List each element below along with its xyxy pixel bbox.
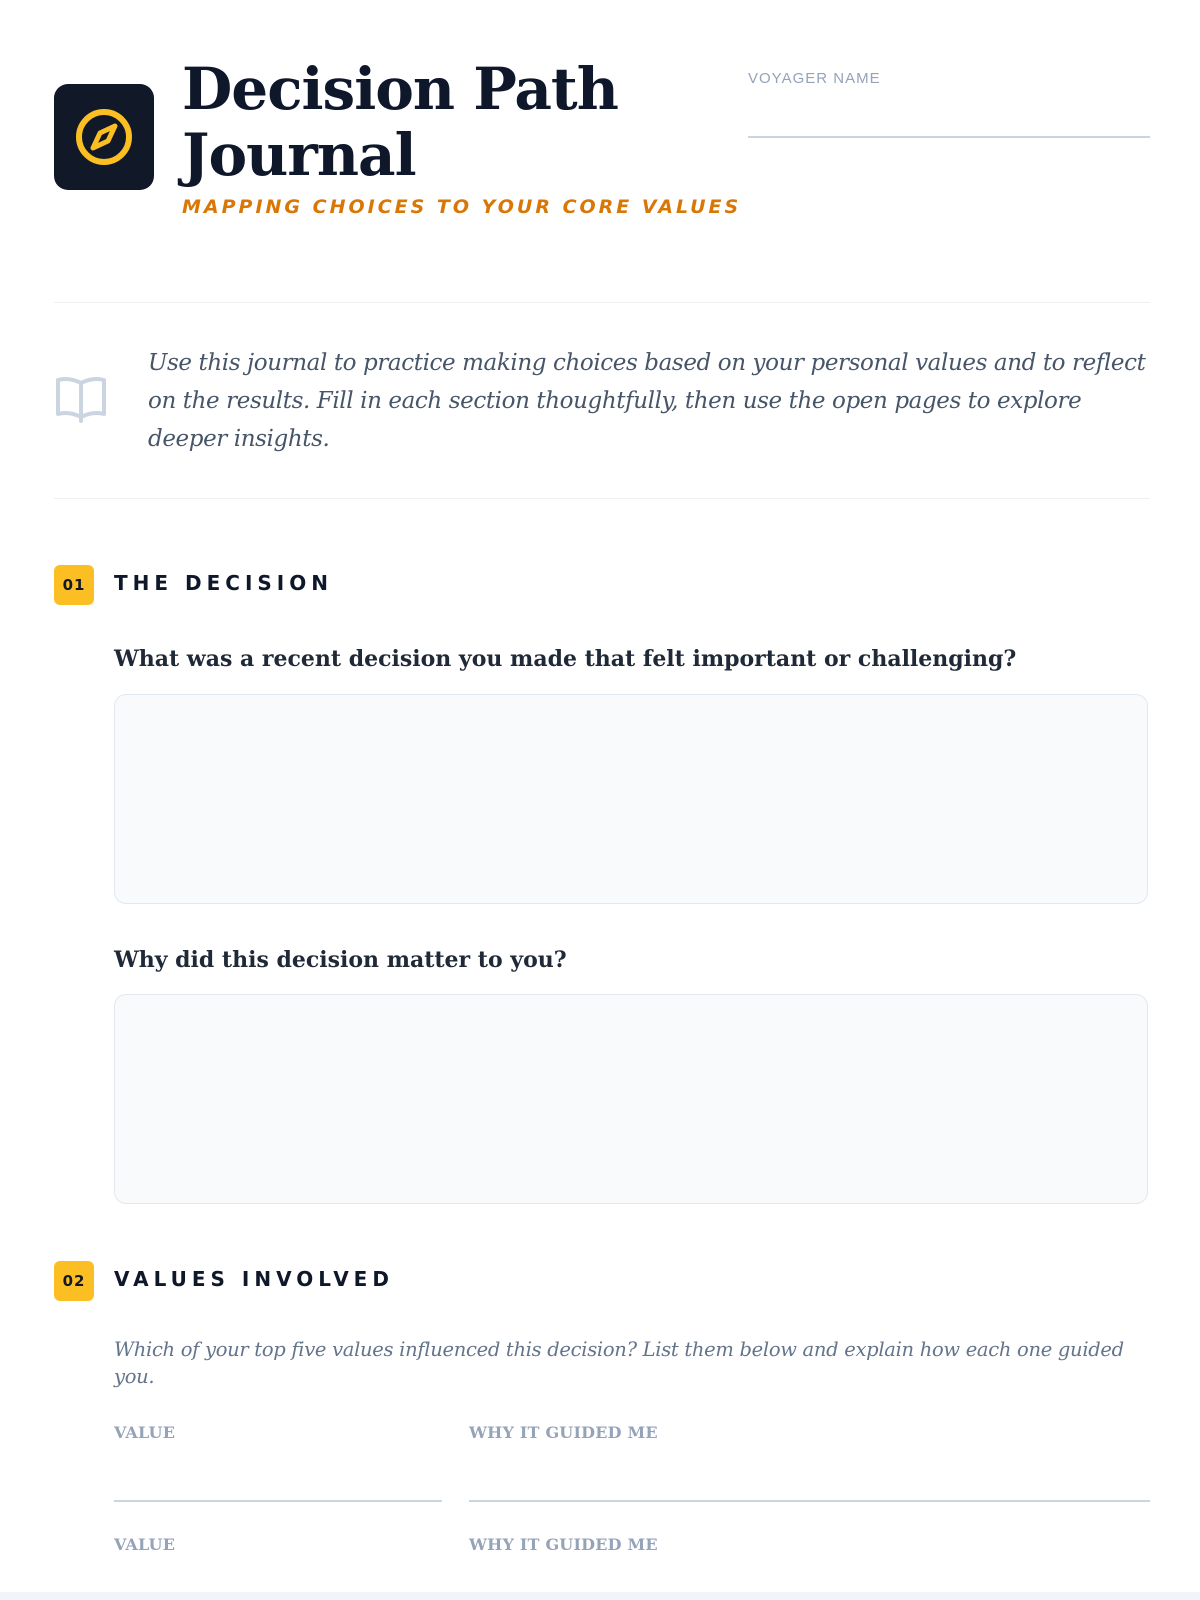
intro-text: Use this journal to practice making choices based on your personal values and to reflect on the results. Fill in each section thoughtfully, then use the open pages to explore deeper insights.	[148, 350, 1146, 452]
value-column-label: VALUE	[114, 1423, 176, 1442]
value-entry-line[interactable]	[114, 1500, 442, 1502]
section-title: THE DECISION	[114, 571, 333, 595]
answer-textarea[interactable]	[114, 994, 1148, 1204]
section-number-badge: 02	[54, 1261, 94, 1301]
voyager-name-field[interactable]	[748, 136, 1150, 138]
why-column-label: WHY IT GUIDED ME	[469, 1535, 658, 1554]
logo	[54, 84, 154, 190]
page-title: Decision Path Journal	[182, 55, 618, 189]
open-book-icon	[54, 374, 108, 424]
section-number-badge: 01	[54, 565, 94, 605]
compass-icon	[72, 105, 136, 169]
divider	[54, 302, 1150, 303]
section-prompt: Which of your top five values influenced this decision? List them below and explain how each one guided you.	[114, 1338, 1124, 1388]
why-column-label: WHY IT GUIDED ME	[469, 1423, 658, 1442]
question-label: What was a recent decision you made that felt important or challenging?	[114, 646, 1017, 672]
divider	[54, 498, 1150, 499]
voyager-name-label: VOYAGER NAME	[748, 70, 881, 87]
value-column-label: VALUE	[114, 1535, 176, 1554]
section-title: VALUES INVOLVED	[114, 1267, 394, 1291]
why-entry-line[interactable]	[469, 1500, 1150, 1502]
page-bottom-edge	[0, 1592, 1200, 1600]
question-label: Why did this decision matter to you?	[114, 947, 567, 973]
answer-textarea[interactable]	[114, 694, 1148, 904]
page-subtitle: MAPPING CHOICES TO YOUR CORE VALUES	[182, 196, 742, 218]
